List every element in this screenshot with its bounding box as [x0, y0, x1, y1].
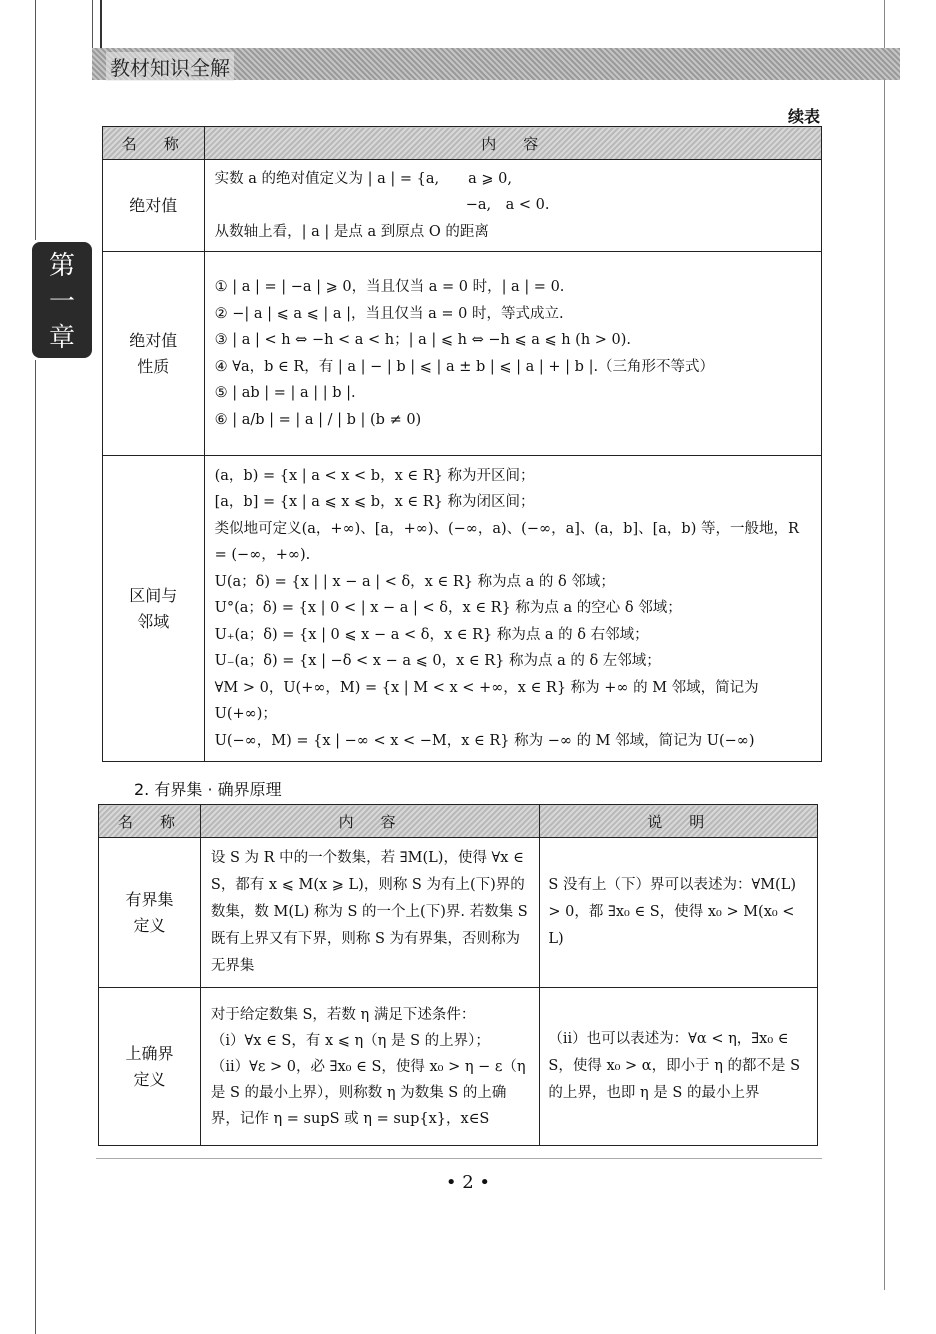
- content-line: U₋(a；δ) = {x | −δ < x − a ⩽ 0，x ∈ R} 称为点 a 的 δ 左邻域；: [214, 653, 661, 670]
- content-line: ① | a | = | −a | ⩾ 0，当且仅当 a = 0 时，| a | = 0.: [214, 279, 565, 295]
- note-paragraph: S 没有上（下）界可以表述为：∀M(L) > 0，都 ∃x₀ ∈ S，使得 x₀ > M(x₀ < L): [548, 877, 796, 947]
- row-name-text: 绝对值: [129, 330, 178, 350]
- header-note: 说 明: [540, 805, 818, 838]
- header-name: 名 称: [99, 805, 201, 838]
- chapter-tab: [32, 242, 92, 358]
- bottom-dotted-rule: [96, 1158, 822, 1159]
- table-row: [99, 838, 818, 988]
- note-paragraph: （ⅱ）也可以表述为：∀α < η，∃x₀ ∈ S，使得 x₀ > α，即小于 η 的都不是 S 的上界，也即 η 是 S 的最小上界: [548, 1031, 801, 1101]
- right-margin-line: [884, 0, 885, 1290]
- row-name: [99, 988, 201, 1146]
- row-content: [204, 252, 821, 456]
- row-name-text: 邻域: [137, 611, 170, 631]
- row-name-text: 区间与: [129, 585, 178, 605]
- content-line: ② −| a | ⩽ a ⩽ | a |，当且仅当 a = 0 时，等式成立.: [214, 305, 564, 322]
- content-line: （ⅰ）∀x ∈ S，有 x ⩽ η（η 是 S 的上界）；: [210, 1032, 490, 1049]
- header-content: 内 容: [204, 127, 821, 160]
- row-note: [540, 838, 818, 988]
- continued-label: 续表: [787, 107, 820, 126]
- row-content: [200, 988, 540, 1146]
- table-header-row: [99, 805, 818, 838]
- row-name: [103, 160, 205, 252]
- content-line: ⑤ | ab | = | a | | b |.: [214, 385, 356, 401]
- table-row: [99, 988, 818, 1146]
- content-line: 对于给定数集 S，若数 η 满足下述条件：: [210, 1006, 476, 1023]
- content-line: 实数 a 的绝对值定义为 | a | = {a, a ⩾ 0,: [214, 170, 512, 187]
- content-line: 从数轴上看，| a | 是点 a 到原点 O 的距离: [214, 223, 489, 240]
- row-name-text: 定义: [133, 1069, 166, 1089]
- content-line: U(−∞，M) = {x | −∞ < x < −M，x ∈ R} 称为 −∞ 的 M 邻域，简记为 U(−∞): [214, 732, 755, 749]
- content-line: ③ | a | < h ⇔ −h < a < h；| a | ⩽ h ⇔ −h ⩽ a ⩽ h (h > 0).: [214, 332, 632, 348]
- row-name: [103, 456, 205, 762]
- content-paragraph: 设 S 为 R 中的一个数集，若 ∃M(L)，使得 ∀x ∈ S，都有 x ⩽ M(x ⩾ L)，则称 S 为有上(下)界的数集，数 M(L) 称为 S 的一个上(下)界. 若数集 S 既有上界又有下界，则称 S 为有界集，否则称为无界集: [210, 850, 528, 974]
- chapter-tab-char: 第: [48, 251, 75, 281]
- row-name-text: 定义: [133, 915, 166, 935]
- row-name-text: 有界集: [125, 889, 174, 909]
- content-line: （ⅱ）∀ε > 0，必 ∃x₀ ∈ S，使得 x₀ > η − ε（η 是 S 的最小上界），则称数 η 为数集 S 的上确界，记作 η = supS 或 η = sup{x}，x∈S: [210, 1058, 526, 1127]
- row-name-text: 上确界: [125, 1043, 174, 1063]
- table-header-row: [103, 127, 822, 160]
- page-number: • 2 •: [445, 1172, 491, 1193]
- content-line: U(a；δ) = {x | | x − a | < δ，x ∈ R} 称为点 a 的 δ 邻域；: [214, 573, 615, 590]
- content-line: ④ ∀a，b ∈ R，有 | a | − | b | ⩽ | a ± b | ⩽ | a | + | b |.（三角形不等式）: [214, 358, 715, 375]
- content-line: (a，b) = {x | a < x < b，x ∈ R} 称为开区间；: [214, 467, 535, 484]
- row-note: [540, 988, 818, 1146]
- content-line: [a，b] = {x | a ⩽ x ⩽ b，x ∈ R} 称为闭区间；: [214, 494, 535, 511]
- table-row: [103, 160, 822, 252]
- content-line: U₊(a；δ) = {x | 0 ⩽ x − a < δ，x ∈ R} 称为点 a 的 δ 右邻域；: [214, 626, 649, 643]
- row-content: [200, 838, 540, 988]
- row-name-text: 绝对值: [129, 195, 178, 215]
- row-name: [103, 252, 205, 456]
- content-line: ⑥ | a/b | = | a | / | b | (b ≠ 0): [214, 411, 422, 428]
- header-title: 教材知识全解: [106, 52, 234, 81]
- row-name: [99, 838, 201, 988]
- top-rule: [100, 0, 102, 48]
- header-content: 内 容: [200, 805, 540, 838]
- table-row: [103, 456, 822, 762]
- chapter-header-bar: [92, 48, 900, 80]
- table-row: [103, 252, 822, 456]
- definitions-table: [102, 126, 822, 762]
- content-line: −a, a < 0.: [214, 197, 550, 214]
- row-name-text: 性质: [137, 356, 170, 376]
- section-heading: 2. 有界集 · 确界原理: [134, 780, 282, 799]
- chapter-tab-char: 章: [48, 323, 75, 353]
- chapter-tab-char: 一: [48, 287, 75, 317]
- content-line: 类似地可定义(a，+∞)、[a，+∞)、(−∞，a)、(−∞，a]、(a，b]、[a，b) 等，一般地，R = (−∞，+∞).: [214, 520, 799, 564]
- row-content: [204, 160, 821, 252]
- header-name: 名 称: [103, 127, 205, 160]
- bounded-set-table: [98, 804, 818, 1146]
- row-content: [204, 456, 821, 762]
- content-line: U°(a；δ) = {x | 0 < | x − a | < δ，x ∈ R} 称为点 a 的空心 δ 邻域；: [214, 600, 682, 617]
- inner-margin-line: [92, 0, 93, 48]
- left-margin-line: [35, 0, 36, 240]
- content-line: ∀M > 0，U(+∞，M) = {x | M < x < +∞，x ∈ R} 称为 +∞ 的 M 邻域，简记为 U(+∞)；: [214, 679, 759, 723]
